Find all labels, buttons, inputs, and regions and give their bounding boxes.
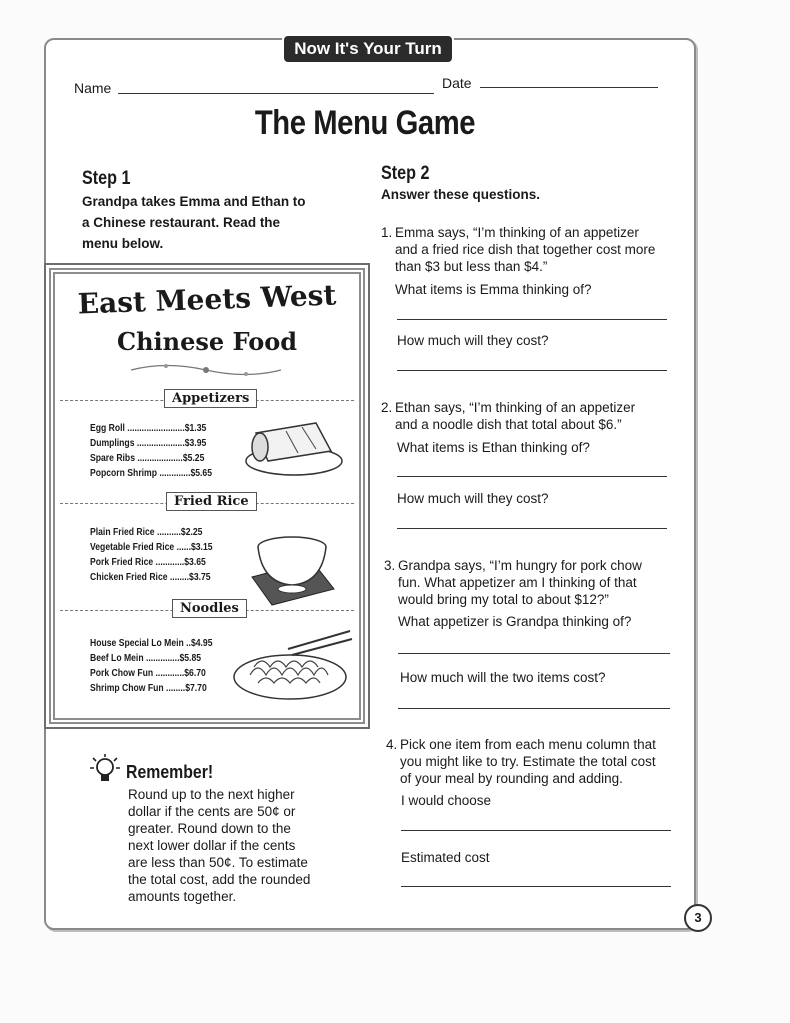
remember-line: greater. Round down to the <box>128 821 291 836</box>
question-number: 1. <box>381 225 393 240</box>
item-price: $5.85 <box>179 652 202 664</box>
question-line: Grandpa says, “I’m hungry for pork chow <box>398 558 642 573</box>
question-line: would bring my total to about $12?” <box>398 592 609 607</box>
menu-item <box>90 452 204 464</box>
step2-intro: Answer these questions. <box>381 187 541 202</box>
item-label: Beef Lo Mein .............. <box>90 652 180 664</box>
answer-line-3a[interactable] <box>398 653 670 654</box>
section-appetizers: Appetizers <box>164 389 257 408</box>
question-3b-prompt: How much will the two items cost? <box>400 670 606 685</box>
question-2a-prompt: What items is Ethan thinking of? <box>397 440 590 455</box>
step1-line: menu below. <box>82 236 164 251</box>
item-price: $5.65 <box>190 467 213 479</box>
question-line: of your meal by rounding and adding. <box>400 771 623 786</box>
menu-item <box>90 652 201 664</box>
date-label: Date <box>442 75 472 91</box>
remember-heading: Remember! <box>126 762 214 782</box>
page-title: The Menu Game <box>254 104 476 142</box>
answer-line-1a[interactable] <box>397 319 667 320</box>
menu-item <box>90 667 206 679</box>
date-line[interactable] <box>480 87 658 88</box>
item-label: Shrimp Chow Fun ........ <box>90 682 186 694</box>
menu-item <box>90 571 211 583</box>
question-4a-prompt: I would choose <box>401 793 492 808</box>
question-2b-prompt: How much will they cost? <box>397 491 549 506</box>
question-line: Pick one item from each menu column that <box>400 737 656 752</box>
item-price: $5.25 <box>182 452 205 464</box>
menu-item <box>90 556 206 568</box>
menu-subtitle: Chinese Food <box>116 327 298 356</box>
item-price: $3.95 <box>184 437 207 449</box>
item-price: $3.15 <box>190 541 213 553</box>
item-price: $3.65 <box>184 556 206 568</box>
section-noodles: Noodles <box>172 599 247 618</box>
menu-item <box>90 541 213 553</box>
item-label: Pork Fried Rice ............ <box>90 556 185 568</box>
answer-line-2a[interactable] <box>397 476 667 477</box>
question-3a-prompt: What appetizer is Grandpa thinking of? <box>398 614 632 629</box>
name-line[interactable] <box>118 93 434 94</box>
page-number: 3 <box>684 904 712 932</box>
question-1 <box>381 224 681 275</box>
step1-heading: Step 1 <box>82 168 131 189</box>
step1-text <box>82 191 306 254</box>
item-price: $4.95 <box>190 637 213 649</box>
answer-line-4b[interactable] <box>401 886 671 887</box>
question-3 <box>384 557 684 608</box>
ornament-icon <box>126 361 286 379</box>
question-line: and a fried rice dish that together cost more <box>395 242 656 257</box>
question-line: you might like to try. Estimate the total cost <box>400 754 656 769</box>
menu-item <box>90 637 213 649</box>
remember-line: next lower dollar if the cents <box>128 838 296 853</box>
item-label: House Special Lo Mein .. <box>90 637 191 649</box>
question-number: 4. <box>386 737 398 752</box>
item-price: $1.35 <box>184 422 207 434</box>
rice-bowl-icon <box>242 527 342 607</box>
question-number: 2. <box>381 400 393 415</box>
step2-heading: Step 2 <box>381 163 430 184</box>
item-label: Plain Fried Rice .......... <box>90 526 181 538</box>
menu-item <box>90 682 207 694</box>
item-label: Dumplings .................... <box>90 437 185 449</box>
item-price: $6.70 <box>184 667 206 679</box>
item-label: Chicken Fried Rice ........ <box>90 571 190 583</box>
answer-line-2b[interactable] <box>397 528 667 529</box>
lightbulb-icon <box>90 754 120 786</box>
item-price: $7.70 <box>185 682 207 694</box>
question-line: than $3 but less than $4.” <box>395 259 548 274</box>
item-price: $2.25 <box>180 526 203 538</box>
question-1b-prompt: How much will they cost? <box>397 333 549 348</box>
menu-item <box>90 526 202 538</box>
question-line: and a noodle dish that total about $6.” <box>395 417 622 432</box>
item-label: Egg Roll ........................ <box>90 422 185 434</box>
menu-title: East Meets West <box>77 278 337 321</box>
answer-line-3b[interactable] <box>398 708 670 709</box>
question-line: Emma says, “I’m thinking of an appetizer <box>395 225 639 240</box>
question-4 <box>386 736 686 787</box>
item-label: Pork Chow Fun ............ <box>90 667 185 679</box>
remember-line: amounts together. <box>128 889 237 904</box>
egg-roll-icon <box>236 413 346 483</box>
menu-item <box>90 437 206 449</box>
restaurant-menu <box>44 263 370 729</box>
remember-line: are less than 50¢. To estimate <box>128 855 308 870</box>
question-line: fun. What appetizer am I thinking of that <box>398 575 637 590</box>
section-fried-rice: Fried Rice <box>166 492 257 511</box>
question-2 <box>381 399 681 433</box>
menu-item <box>90 467 212 479</box>
item-label: Spare Ribs ................... <box>90 452 183 464</box>
remember-line: dollar if the cents are 50¢ or <box>128 804 296 819</box>
remember-line: the total cost, add the rounded <box>128 872 311 887</box>
section-banner: Now It's Your Turn <box>284 36 452 62</box>
question-4b-prompt: Estimated cost <box>401 850 490 865</box>
step1-line: Grandpa takes Emma and Ethan to <box>82 194 306 209</box>
question-line: Ethan says, “I’m thinking of an appetizer <box>395 400 636 415</box>
question-number: 3. <box>384 558 396 573</box>
noodle-plate-icon <box>228 627 354 707</box>
step1-line: a Chinese restaurant. Read the <box>82 215 281 230</box>
name-label: Name <box>74 80 112 96</box>
remember-line: Round up to the next higher <box>128 787 295 802</box>
menu-item <box>90 422 206 434</box>
item-price: $3.75 <box>189 571 211 583</box>
item-label: Vegetable Fried Rice ...... <box>90 541 191 553</box>
answer-line-1b[interactable] <box>397 370 667 371</box>
answer-line-4a[interactable] <box>401 830 671 831</box>
remember-text <box>128 786 358 905</box>
question-1a-prompt: What items is Emma thinking of? <box>395 282 592 297</box>
item-label: Popcorn Shrimp ............. <box>90 467 191 479</box>
